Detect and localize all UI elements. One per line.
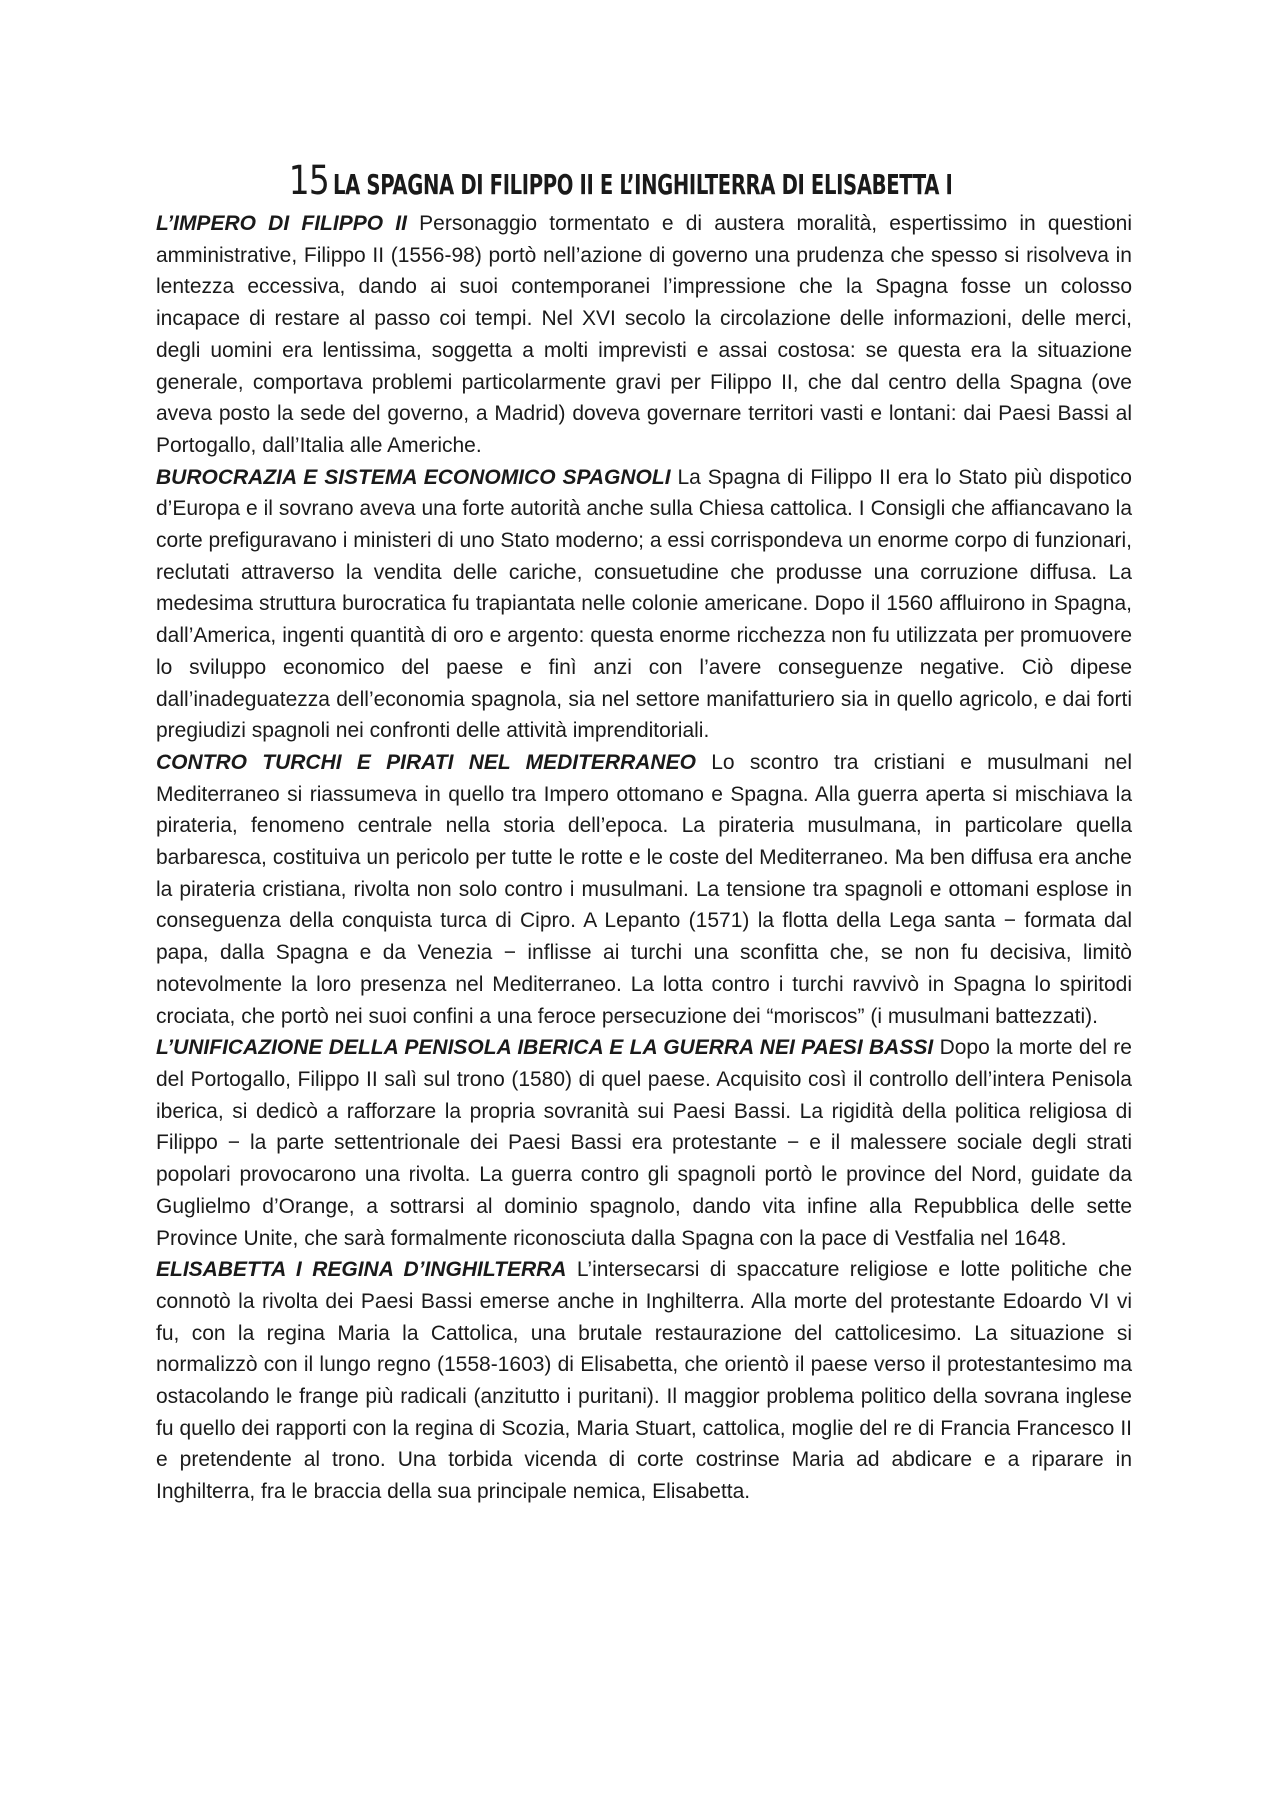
section-heading: L’UNIFICAZIONE DELLA PENISOLA IBERICA E LA GUERRA NEI PAESI BASSI bbox=[156, 1036, 934, 1060]
section-unificazione bbox=[156, 1032, 1132, 1254]
section-turchi-pirati bbox=[156, 747, 1132, 1032]
chapter-title: LA SPAGNA DI FILIPPO II E L’INGHILTERRA DI ELISABETTA I bbox=[333, 168, 953, 201]
section-heading: BUROCRAZIA E SISTEMA ECONOMICO SPAGNOLI bbox=[156, 465, 671, 489]
page-title bbox=[156, 158, 1132, 204]
section-body: L’intersecarsi di spaccature religiose e lotte politiche che connotò la rivolta dei Paesi Bassi emerse anche in Inghilterra. Alla morte del protestante Edoardo VI vi fu, con la regina Maria la Cattolica, una brutale restaurazione del cattolicesimo. La situazione si normalizzò con il lungo regno (1558-1603) di Elisabetta, che orientò il paese verso il protestantesimo ma ostacolando le frange più radicali (anzitutto i puritani). Il maggior problema politico della sovrana inglese fu quello dei rapporti con la regina di Scozia, Maria Stuart, cattolica, moglie del re di Francia Francesco II e pretendente al trono. Una torbida vicenda di corte costrinse Maria ad abdicare e a riparare in Inghilterra, fra le braccia della sua principale nemica, Elisabetta. bbox=[156, 1258, 1132, 1504]
section-body: Lo scontro tra cristiani e musulmani nel Mediterraneo si riassumeva in quello tra Impero ottomano e Spagna. Alla guerra aperta si mischiava la pirateria, fenomeno centrale nella storia dell’epoca. La pirateria musulmana, in particolare quella barbaresca, costituiva un pericolo per tutte le rotte e le coste del Mediterraneo. Ma ben diffusa era anche la pirateria cristiana, rivolta non solo contro i musulmani. La tensione tra spagnoli e ottomani esplose in conseguenza della conquista turca di Cipro. A Lepanto (1571) la flotta della Lega santa − formata dal papa, dalla Spagna e da Venezia − inflisse ai turchi una sconfitta che, se non fu decisiva, limitò notevolmente la loro presenza nel Mediterraneo. La lotta contro i turchi ravvivò in Spagna lo spiritodi crociata, che portò nei suoi confini a una feroce persecuzione dei “moriscos” (i musulmani battezzati). bbox=[156, 750, 1132, 1028]
document-page bbox=[156, 158, 1132, 1508]
section-body: Dopo la morte del re del Portogallo, Filippo II salì sul trono (1580) di quel paese. Acquisito così il controllo dell’intera Penisola iberica, si dedicò a rafforzare la propria sovranità sui Paesi Bassi. La rigidità della politica religiosa di Filippo − la parte settentrionale dei Paesi Bassi era protestante − e il malessere sociale degli strati popolari provocarono una rivolta. La guerra contro gli spagnoli portò le province del Nord, guidate da Guglielmo d’Orange, a sottrarsi al dominio spagnolo, dando vita infine alla Repubblica delle sette Province Unite, che sarà formalmente riconosciuta dalla Spagna con la pace di Vestfalia nel 1648. bbox=[156, 1036, 1132, 1250]
section-heading: ELISABETTA I REGINA D’INGHILTERRA bbox=[156, 1258, 567, 1282]
section-impero bbox=[156, 208, 1132, 462]
section-heading: CONTRO TURCHI E PIRATI NEL MEDITERRANEO bbox=[156, 750, 696, 774]
section-body: La Spagna di Filippo II era lo Stato più dispotico d’Europa e il sovrano aveva una forte autorità anche sulla Chiesa cattolica. I Consigli che affiancavano la corte prefiguravano i ministeri di uno Stato moderno; a essi corrispondeva un enorme corpo di funzionari, reclutati attraverso la vendita delle cariche, consuetudine che produsse una corruzione diffusa. La medesima struttura burocratica fu trapiantata nelle colonie americane. Dopo il 1560 affluirono in Spagna, dall’America, ingenti quantità di oro e argento: questa enorme ricchezza non fu utilizzata per promuovere lo sviluppo economico del paese e finì anzi con l’avere conseguenze negative. Ciò dipese dall’inadeguatezza dell’economia spagnola, sia nel settore manifatturiero sia in quello agricolo, e dai forti pregiudizi spagnoli nei confronti delle attività imprenditoriali. bbox=[156, 465, 1132, 743]
section-elisabetta bbox=[156, 1254, 1132, 1508]
chapter-number: 15 bbox=[288, 158, 329, 204]
section-heading: L’IMPERO DI FILIPPO II bbox=[156, 212, 407, 235]
section-burocrazia bbox=[156, 462, 1132, 747]
section-body: Personaggio tormentato e di austera moralità, espertissimo in questioni amministrative, Filippo II (1556-98) portò nell’azione di governo una prudenza che spesso si risolveva in lentezza eccessiva, dando ai suoi contemporanei l’impressione che la Spagna fosse un colosso incapace di restare al passo coi tempi. Nel XVI secolo la circolazione delle informazioni, delle merci, degli uomini era lentissima, soggetta a molti imprevisti e assai costosa: se questa era la situazione generale, comportava problemi particolarmente gravi per Filippo II, che dal centro della Spagna (ove aveva posto la sede del governo, a Madrid) doveva governare territori vasti e lontani: dai Paesi Bassi al Portogallo, dall’Italia alle Americhe. bbox=[156, 212, 1132, 457]
